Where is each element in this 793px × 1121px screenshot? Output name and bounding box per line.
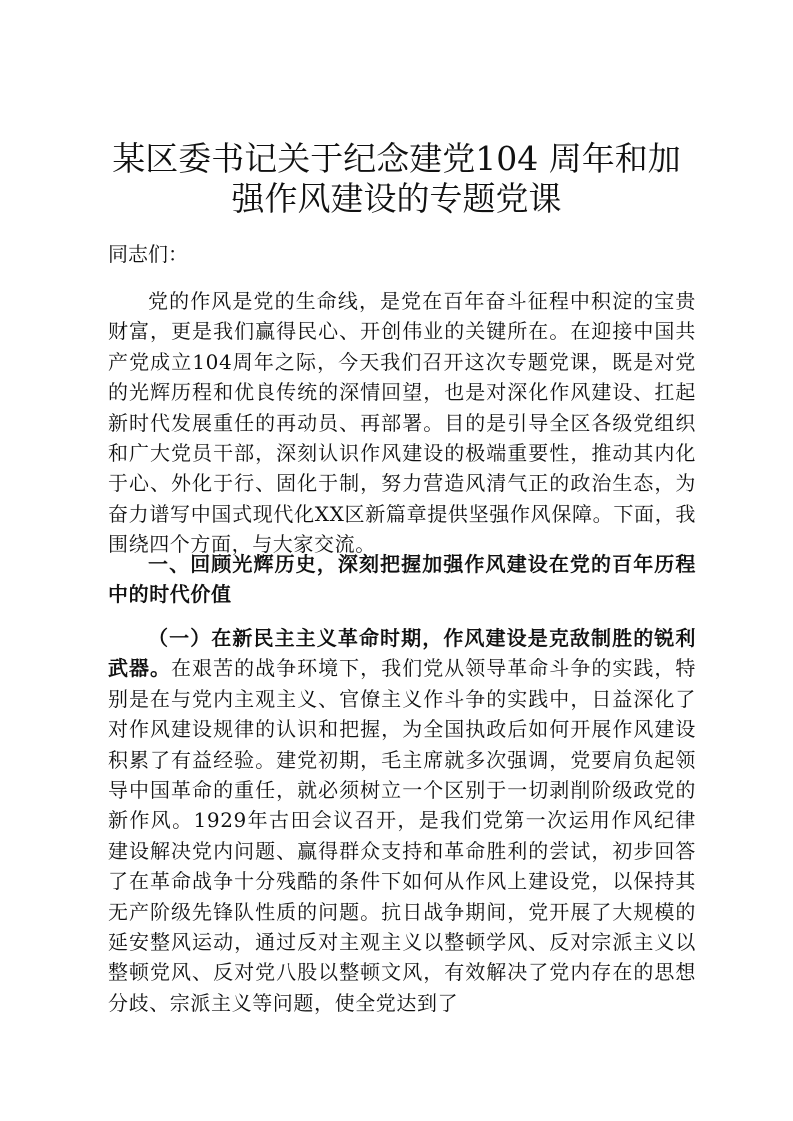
document-title: 某区委书记关于纪念建党104 周年和加强作风建设的专题党课 [112, 139, 681, 218]
subsection-body-1: 在艰苦的战争环境下，我们党从领导革命斗争的实践，特别是在与党内主观主义、官僚主义作斗争的实践中，日益深化了对作风建设规律的认识和把握，为全国执政后如何开展作风建设积累了有益经验。建党初期，毛主席就多次强调，党要肩负起领导中国革命的重任，就必须树立一个区别于一切剥削阶级政党的新作风。1929年古田会议召开，是我们党第一次运用作风纪律建设解决党内问题、赢得群众支持和革命胜利的尝试，初步回答了在革命战争十分残酷的条件下如何从作风上建设党，以保持其无产阶级先锋队性质的问题。抗日战争期间，党开展了大规模的延安整风运动，通过反对主观主义以整顿学风、反对宗派主义以整顿党风、反对党八股以整顿文风，有效解决了党内存在的思想分歧、宗派主义等问题，使全党达到了 [108, 656, 696, 1015]
section-heading-1: 一、回顾光辉历史，深刻把握加强作风建设在党的百年历程中的时代价值 [108, 552, 696, 607]
subsection-paragraph-1 [108, 623, 696, 1018]
subsection-heading-1: （一）在新民主主义革命时期，作风建设是克敌制胜的锐利武器。 [108, 626, 696, 681]
salutation: 同志们： [108, 242, 188, 266]
intro-paragraph: 党的作风是党的生命线，是党在百年奋斗征程中积淀的宝贵财富，更是我们赢得民心、开创伟业的关键所在。在迎接中国共产党成立104周年之际，今天我们召开这次专题党课，既是对党的光辉历程和优良传统的深情回望，也是对深化作风建设、扛起新时代发展重任的再动员、再部署。目的是引导全区各级党组织和广大党员干部，深刻认识作风建设的极端重要性，推动其内化于心、外化于行、固化于制，努力营造风清气正的政治生态，为奋力谱写中国式现代化XX区新篇章提供坚强作风保障。下面，我围绕四个方面，与大家交流。 [108, 289, 696, 557]
